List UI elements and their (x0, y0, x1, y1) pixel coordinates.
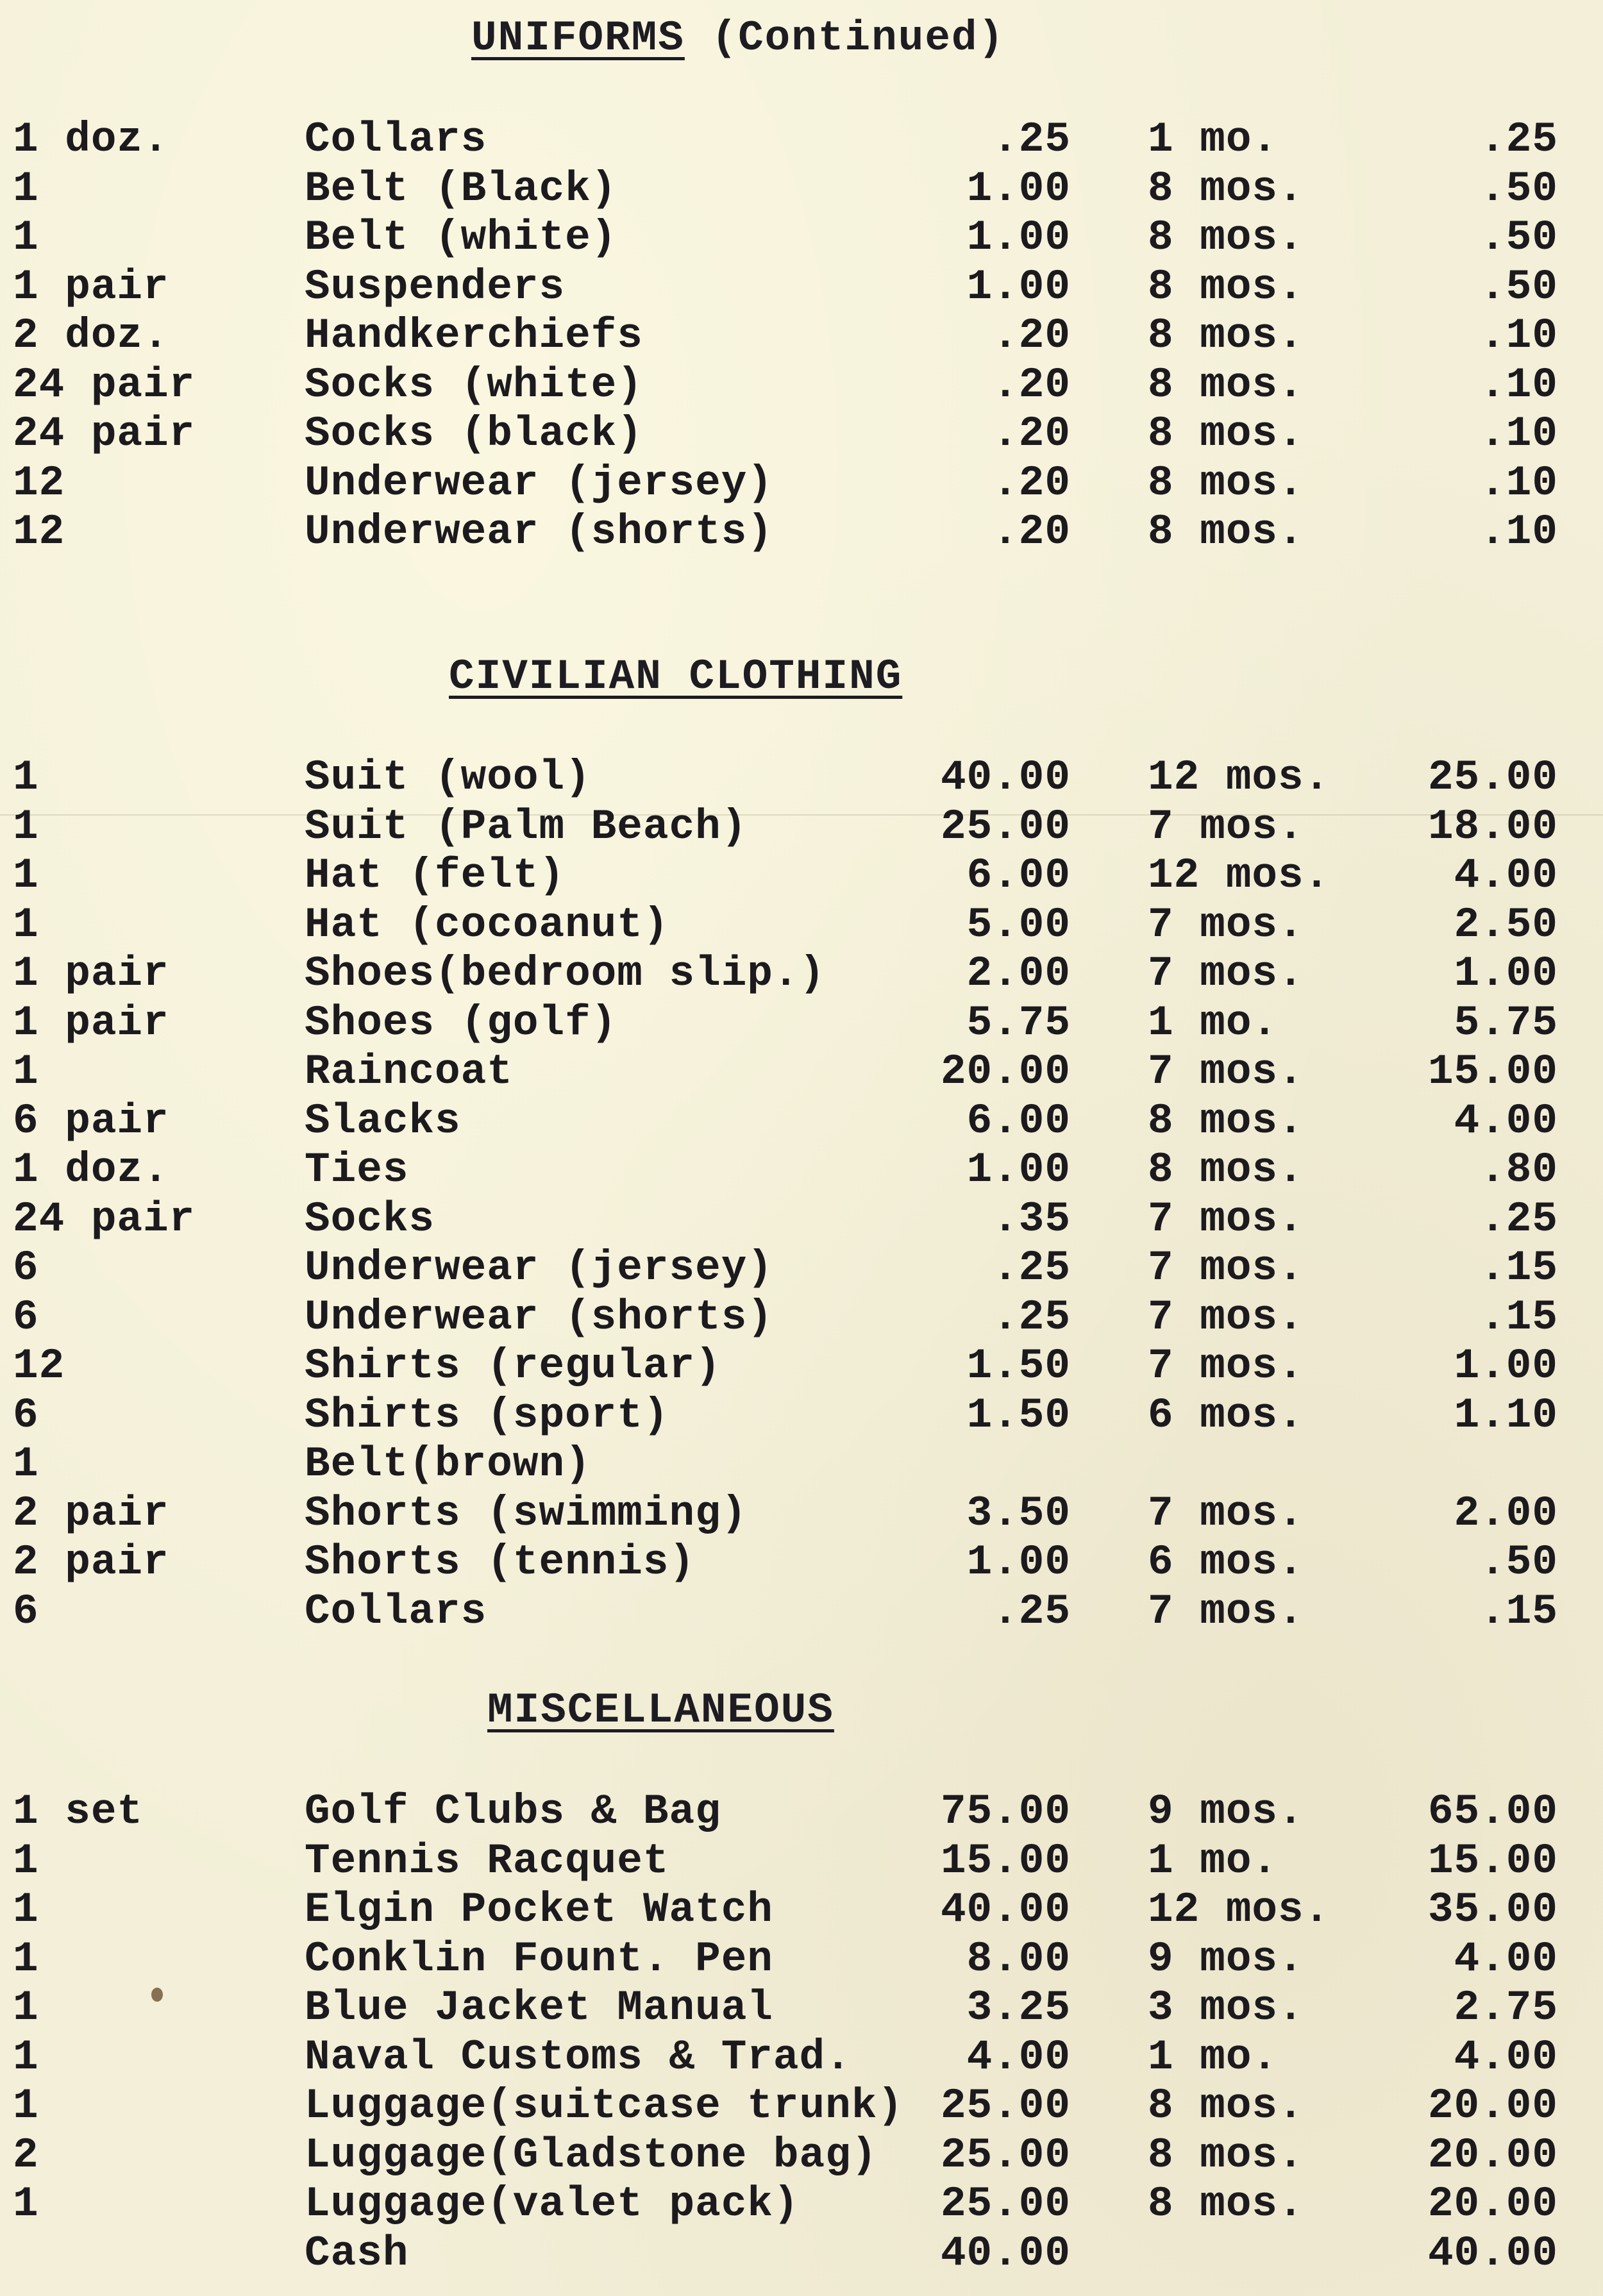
item-cost: 3.50 (966, 1489, 1071, 1538)
list-item (0, 803, 1603, 852)
item-qty: 1 (13, 1886, 39, 1934)
item-cost: 1.00 (966, 214, 1071, 262)
item-cost: .25 (993, 1587, 1071, 1636)
item-value: .10 (1480, 360, 1558, 409)
item-value: 65.00 (1427, 1788, 1558, 1836)
list-item (0, 1293, 1603, 1343)
item-period: 7 mos. (1148, 1293, 1304, 1341)
item-period: 7 mos. (1148, 1342, 1304, 1390)
item-qty: 1 (13, 1440, 39, 1488)
section-title: CIVILIAN CLOTHING (449, 653, 903, 701)
item-qty: 2 pair (13, 1538, 169, 1586)
item-period: 8 mos. (1148, 458, 1304, 507)
item-qty: 24 pair (13, 410, 196, 458)
list-item (0, 1244, 1603, 1293)
item-cost: .20 (993, 410, 1071, 458)
item-item: Golf Clubs & Bag (305, 1788, 721, 1836)
item-period: 8 mos. (1148, 360, 1304, 409)
list-item (0, 1837, 1603, 1886)
item-cost: 40.00 (940, 753, 1071, 801)
item-item: Underwear (jersey) (305, 458, 773, 507)
list-item (0, 263, 1603, 312)
item-item: Suit (Palm Beach) (305, 802, 748, 851)
item-period: 8 mos. (1148, 2082, 1304, 2130)
item-cost: .20 (993, 458, 1071, 507)
item-qty: 1 (13, 1048, 39, 1096)
item-item: Collars (305, 115, 487, 163)
list-item (0, 1886, 1603, 1935)
list-item (0, 508, 1603, 557)
item-cost: .20 (993, 312, 1071, 360)
item-value: .15 (1480, 1244, 1558, 1292)
list-item (0, 1146, 1603, 1195)
item-value: .25 (1480, 115, 1558, 163)
item-item: Underwear (jersey) (305, 1244, 773, 1292)
item-item: Suit (wool) (305, 753, 591, 801)
item-value: .50 (1480, 214, 1558, 262)
item-item: Shorts (swimming) (305, 1489, 748, 1538)
item-period: 8 mos. (1148, 214, 1304, 262)
item-period: 7 mos. (1148, 1587, 1304, 1636)
list-item (0, 1588, 1603, 1637)
item-item: Hat (cocoanut) (305, 900, 669, 949)
item-qty: 12 (13, 508, 65, 556)
section-title: MISCELLANEOUS (487, 1686, 834, 1734)
section-heading-civilian-clothing (449, 653, 902, 701)
item-period: 1 mo. (1148, 998, 1279, 1047)
item-period: 8 mos. (1148, 312, 1304, 360)
item-value: .10 (1480, 458, 1558, 507)
item-item: Collars (305, 1587, 487, 1636)
item-item: Naval Customs & Trad. (305, 2032, 852, 2081)
list-item (0, 1538, 1603, 1588)
item-value: 1.10 (1454, 1391, 1558, 1439)
item-cost: 75.00 (940, 1788, 1071, 1836)
item-cost: 25.00 (940, 2180, 1071, 2228)
item-cost: .35 (993, 1194, 1071, 1243)
item-value: 2.00 (1454, 1489, 1558, 1538)
list-item (0, 2131, 1603, 2181)
item-period: 3 mos. (1148, 1984, 1304, 2032)
item-qty: 1 (13, 900, 39, 949)
item-item: Suspenders (305, 262, 566, 311)
list-item (0, 165, 1603, 214)
item-qty: 1 (13, 2180, 39, 2228)
item-value: 25.00 (1427, 753, 1558, 801)
section-heading-uniforms (471, 14, 1005, 62)
item-period: 8 mos. (1148, 2131, 1304, 2179)
item-item: Shoes(bedroom slip.) (305, 950, 826, 998)
item-qty: 1 pair (13, 998, 169, 1047)
item-value: 20.00 (1427, 2131, 1558, 2179)
item-period: 7 mos. (1148, 802, 1304, 851)
item-value: .10 (1480, 312, 1558, 360)
item-cost: 40.00 (940, 1886, 1071, 1934)
item-item: Blue Jacket Manual (305, 1984, 773, 2032)
item-period: 12 mos. (1148, 1886, 1330, 1934)
list-item (0, 1195, 1603, 1244)
item-value: .25 (1480, 1194, 1558, 1243)
list-item (0, 1984, 1603, 2033)
list-item (0, 999, 1603, 1048)
list-item (0, 1489, 1603, 1539)
item-qty: 6 (13, 1244, 39, 1292)
item-period: 8 mos. (1148, 410, 1304, 458)
item-cost: 1.00 (966, 1538, 1071, 1586)
item-period: 7 mos. (1148, 1489, 1304, 1538)
item-qty: 1 doz. (13, 1146, 169, 1194)
item-qty: 6 (13, 1293, 39, 1341)
item-cost: 2.00 (966, 950, 1071, 998)
item-value: .50 (1480, 262, 1558, 311)
item-item: Luggage(Gladstone bag) (305, 2131, 878, 2179)
item-cost: .20 (993, 360, 1071, 409)
item-item: Tennis Racquet (305, 1836, 669, 1885)
list-item (0, 851, 1603, 901)
item-cost: 3.25 (966, 1984, 1071, 2032)
item-item: Belt (white) (305, 214, 617, 262)
item-value: 2.75 (1454, 1984, 1558, 2032)
item-cost: 5.75 (966, 998, 1071, 1047)
item-qty: 1 set (13, 1788, 144, 1836)
item-value: .15 (1480, 1587, 1558, 1636)
item-qty: 1 (13, 1984, 39, 2032)
item-period: 7 mos. (1148, 1048, 1304, 1096)
item-qty: 1 (13, 2032, 39, 2081)
item-item: Shorts (tennis) (305, 1538, 696, 1586)
item-cost: 1.00 (966, 262, 1071, 311)
item-value: 18.00 (1427, 802, 1558, 851)
item-item: Belt (Black) (305, 164, 617, 213)
item-qty: 12 (13, 458, 65, 507)
list-item (0, 115, 1603, 165)
item-value: 4.00 (1454, 1096, 1558, 1145)
item-qty: 24 pair (13, 360, 196, 409)
item-period: 9 mos. (1148, 1788, 1304, 1836)
item-cost: .25 (993, 1244, 1071, 1292)
item-item: Ties (305, 1146, 409, 1194)
item-qty: 6 (13, 1391, 39, 1439)
list-item (0, 410, 1603, 459)
item-value: .50 (1480, 164, 1558, 213)
civilian-clothing-list (0, 753, 1603, 1636)
list-item (0, 1342, 1603, 1391)
item-cost: .25 (993, 115, 1071, 163)
item-value: .80 (1480, 1146, 1558, 1194)
item-qty: 1 (13, 753, 39, 801)
item-item: Socks (black) (305, 410, 643, 458)
item-cost: 6.00 (966, 1096, 1071, 1145)
item-qty: 1 (13, 2082, 39, 2130)
item-qty: 1 (13, 1934, 39, 1983)
section-heading-miscellaneous (487, 1686, 834, 1734)
list-item (0, 1440, 1603, 1489)
item-item: Handkerchiefs (305, 312, 643, 360)
item-qty: 2 pair (13, 1489, 169, 1538)
item-period: 7 mos. (1148, 1244, 1304, 1292)
item-period: 8 mos. (1148, 1096, 1304, 1145)
list-item (0, 214, 1603, 263)
list-item (0, 1391, 1603, 1441)
item-item: Underwear (shorts) (305, 508, 773, 556)
item-period: 12 mos. (1148, 851, 1330, 900)
item-cost: 1.00 (966, 1146, 1071, 1194)
list-item (0, 753, 1603, 803)
item-qty: 1 (13, 1836, 39, 1885)
item-period: 6 mos. (1148, 1538, 1304, 1586)
item-qty: 2 (13, 2131, 39, 2179)
item-period: 7 mos. (1148, 950, 1304, 998)
item-item: Luggage(valet pack) (305, 2180, 800, 2228)
item-period: 1 mo. (1148, 1836, 1279, 1885)
item-value: 5.75 (1454, 998, 1558, 1047)
item-value: 20.00 (1427, 2180, 1558, 2228)
item-item: Socks (305, 1194, 435, 1243)
item-value: 4.00 (1454, 851, 1558, 900)
item-cost: 4.00 (966, 2032, 1071, 2081)
item-cost: 40.00 (940, 2229, 1071, 2277)
list-item (0, 950, 1603, 999)
item-value: 40.00 (1427, 2229, 1558, 2277)
item-cost: 8.00 (966, 1934, 1071, 1983)
list-item (0, 361, 1603, 410)
list-item (0, 2229, 1603, 2279)
item-period: 8 mos. (1148, 2180, 1304, 2228)
item-item: Socks (white) (305, 360, 643, 409)
item-cost: 1.00 (966, 164, 1071, 213)
item-item: Hat (felt) (305, 851, 566, 900)
item-cost: .20 (993, 508, 1071, 556)
item-qty: 12 (13, 1342, 65, 1390)
item-value: 15.00 (1427, 1836, 1558, 1885)
item-item: Slacks (305, 1096, 461, 1145)
item-value: 35.00 (1427, 1886, 1558, 1934)
item-value: .15 (1480, 1293, 1558, 1341)
item-period: 6 mos. (1148, 1391, 1304, 1439)
item-item: Cash (305, 2229, 409, 2277)
item-value: 15.00 (1427, 1048, 1558, 1096)
item-qty: 1 doz. (13, 115, 169, 163)
item-qty: 1 (13, 802, 39, 851)
list-item (0, 2082, 1603, 2131)
item-period: 7 mos. (1148, 1194, 1304, 1243)
item-value: 2.50 (1454, 900, 1558, 949)
item-value: 1.00 (1454, 1342, 1558, 1390)
item-period: 8 mos. (1148, 1146, 1304, 1194)
item-qty: 1 (13, 214, 39, 262)
item-period: 1 mo. (1148, 2032, 1279, 2081)
item-period: 9 mos. (1148, 1934, 1304, 1983)
list-item (0, 2180, 1603, 2229)
list-item (0, 1788, 1603, 1837)
item-cost: 15.00 (940, 1836, 1071, 1885)
list-item (0, 1935, 1603, 1984)
item-period: 7 mos. (1148, 900, 1304, 949)
item-value: 4.00 (1454, 2032, 1558, 2081)
list-item (0, 1097, 1603, 1146)
item-item: Luggage(suitcase trunk) (305, 2082, 903, 2130)
item-cost: 20.00 (940, 1048, 1071, 1096)
item-cost: 6.00 (966, 851, 1071, 900)
item-qty: 1 pair (13, 950, 169, 998)
item-qty: 1 (13, 851, 39, 900)
item-item: Shirts (regular) (305, 1342, 721, 1390)
item-value: 20.00 (1427, 2082, 1558, 2130)
section-title: UNIFORMS (471, 14, 685, 62)
item-item: Conklin Fount. Pen (305, 1934, 773, 1983)
item-cost: .25 (993, 1293, 1071, 1341)
item-cost: 5.00 (966, 900, 1071, 949)
item-value: .10 (1480, 508, 1558, 556)
list-item (0, 1048, 1603, 1097)
item-period: 8 mos. (1148, 262, 1304, 311)
miscellaneous-list (0, 1788, 1603, 2278)
list-item (0, 312, 1603, 361)
item-value: 4.00 (1454, 1934, 1558, 1983)
list-item (0, 901, 1603, 950)
item-period: 8 mos. (1148, 508, 1304, 556)
item-value: .10 (1480, 410, 1558, 458)
item-qty: 1 pair (13, 262, 169, 311)
section-title-suffix: (Continued) (684, 14, 1005, 62)
item-qty: 1 (13, 164, 39, 213)
list-item (0, 459, 1603, 508)
list-item (0, 2033, 1603, 2082)
item-period: 12 mos. (1148, 753, 1330, 801)
item-item: Underwear (shorts) (305, 1293, 773, 1341)
item-period: 8 mos. (1148, 164, 1304, 213)
item-value: .50 (1480, 1538, 1558, 1586)
item-qty: 6 pair (13, 1096, 169, 1145)
item-qty: 24 pair (13, 1194, 196, 1243)
item-cost: 1.50 (966, 1342, 1071, 1390)
item-item: Shoes (golf) (305, 998, 617, 1047)
item-cost: 1.50 (966, 1391, 1071, 1439)
item-cost: 25.00 (940, 2131, 1071, 2179)
item-value: 1.00 (1454, 950, 1558, 998)
item-cost: 25.00 (940, 802, 1071, 851)
item-period: 1 mo. (1148, 115, 1279, 163)
item-qty: 2 doz. (13, 312, 169, 360)
item-item: Shirts (sport) (305, 1391, 669, 1439)
item-item: Elgin Pocket Watch (305, 1886, 773, 1934)
item-item: Raincoat (305, 1048, 513, 1096)
uniforms-list (0, 115, 1603, 557)
item-qty: 6 (13, 1587, 39, 1636)
item-cost: 25.00 (940, 2082, 1071, 2130)
item-item: Belt(brown) (305, 1440, 591, 1488)
